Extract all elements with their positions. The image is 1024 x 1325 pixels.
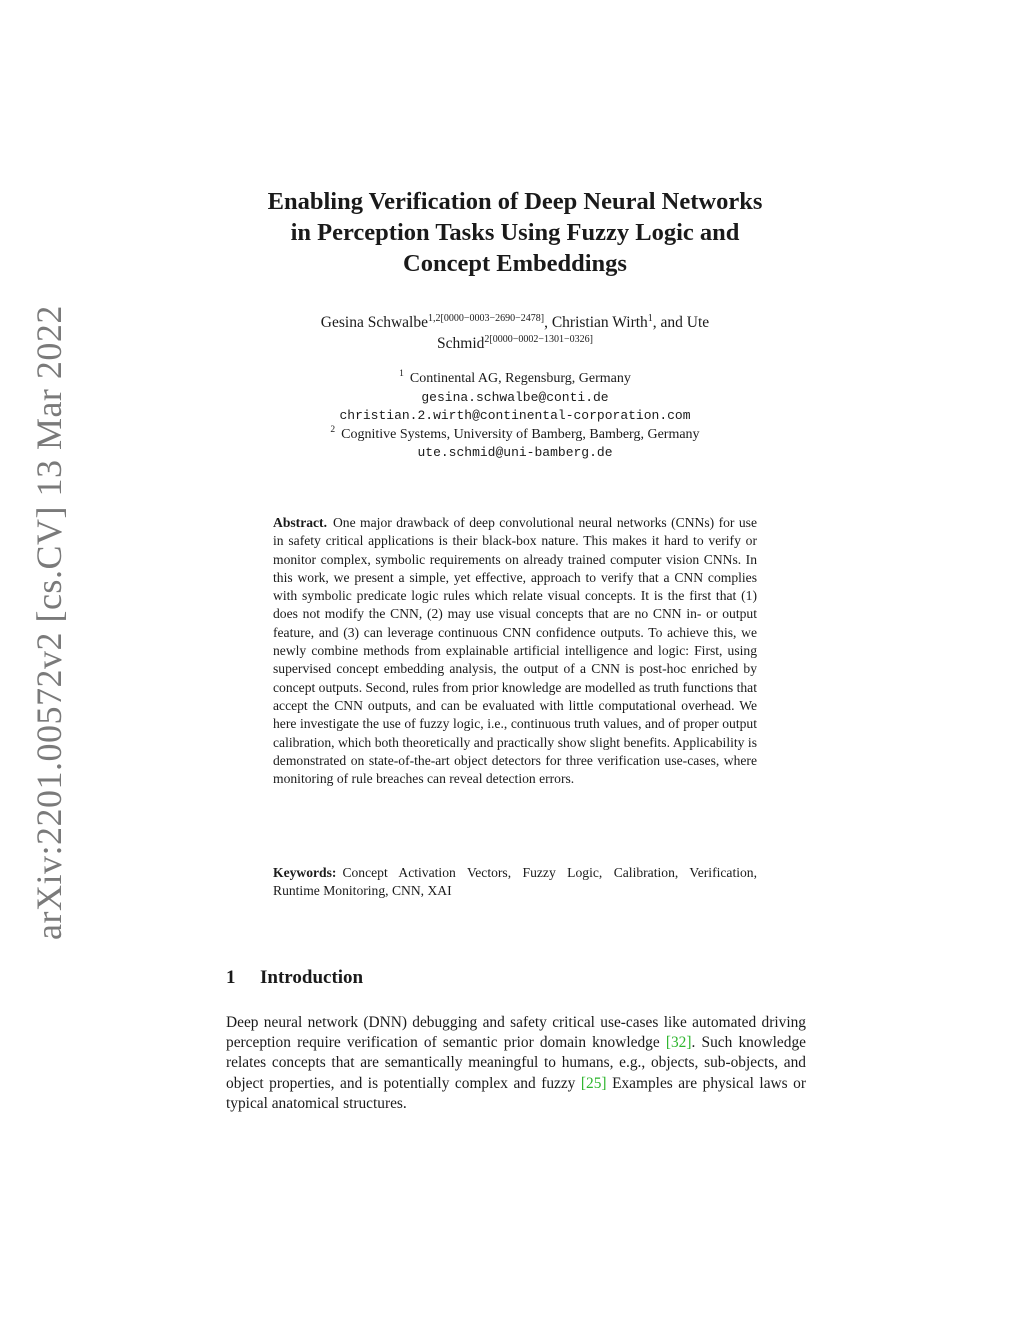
author-list xyxy=(230,312,800,354)
affiliation-2-text: Cognitive Systems, University of Bamberg, Bamberg, Germany xyxy=(341,426,700,442)
affiliation-1-text: Continental AG, Regensburg, Germany xyxy=(409,371,631,386)
author-line-1 xyxy=(230,312,800,333)
citation-link-32[interactable]: [32] xyxy=(665,1034,692,1052)
affiliation-1 xyxy=(230,370,800,389)
affiliation-1-number: 1 xyxy=(399,369,404,380)
keywords-text: Concept Activation Vectors, Fuzzy Logic, Calibration, Verification, Runtime Monitoring, CNN, XAI xyxy=(273,865,757,899)
introduction-paragraph xyxy=(226,1013,806,1114)
section-title-text: Introduction xyxy=(260,967,364,988)
author-name-schwalbe: Gesina Schwalbe xyxy=(320,314,428,331)
abstract-label: Abstract. xyxy=(273,515,327,530)
intro-text-3: Examples are physical laws or typical anatomical structures. xyxy=(226,1074,806,1112)
citation-link-25[interactable]: [25] xyxy=(580,1074,607,1092)
author-orcid-schwalbe: 1,2[0000−0003−2690−2478] xyxy=(427,312,545,324)
section-number: 1 xyxy=(226,967,236,988)
affiliation-2 xyxy=(230,426,800,445)
email-schmid: ute.schmid@uni-bamberg.de xyxy=(417,445,613,460)
keywords-label: Keywords: xyxy=(273,865,337,880)
title-line-1: Enabling Verification of Deep Neural Networks xyxy=(267,188,763,215)
title-line-3: Concept Embeddings xyxy=(403,250,627,277)
abstract xyxy=(273,514,757,788)
affiliation-2-number: 2 xyxy=(330,424,336,435)
arxiv-identifier-stamp: arXiv:2201.00572v2 [cs.CV] 13 Mar 2022 xyxy=(29,305,69,940)
affiliations xyxy=(230,370,800,463)
paper-title xyxy=(200,186,830,279)
author-separator: , and Ute xyxy=(652,314,710,331)
abstract-text: One major drawback of deep convolutional neural networks (CNNs) for use in safety critical applications is their black-box nature. This makes it hard to verify or monitor complex, symbolic requirements on already trained computer vision CNNs. In this work, we present a simple, yet effective, approach to verify that a CNN complies with symbolic predicate logic rules which relate visual concepts. It is the first that (1) does not modify the CNN, (2) may use visual concepts that are no CNN in- or output feature, and (3) can leverage continuous CNN confidence outputs. To achieve this, we newly combine methods from explainable artificial intelligence and logic: First, using supervised concept embedding analysis, the output of a CNN is post-hoc enriched by concept outputs. Second, rules from prior knowledge are modelled as truth functions that accept the CNN outputs, and can be evaluated with little computational overhead. We here investigate the use of fuzzy logic, i.e., continuous truth values, and of proper output calibration, which both theoretically and practically show slight benefits. Applicability is demonstrated on state-of-the-art object detectors for three verification use-cases, where monitoring of rule breaches can reveal detection errors. xyxy=(273,515,757,787)
author-orcid-schmid: 2[0000−0002−1301−0326] xyxy=(484,333,593,345)
author-name-schmid: Schmid xyxy=(437,335,485,352)
section-heading-introduction xyxy=(226,967,363,989)
author-name-wirth: , Christian Wirth xyxy=(544,314,648,331)
email-schwalbe: gesina.schwalbe@conti.de xyxy=(421,389,609,405)
author-line-2 xyxy=(230,333,800,354)
email-wirth: christian.2.wirth@continental-corporation.com xyxy=(339,408,691,423)
intro-text-1: Deep neural network (DNN) debugging and safety critical use-cases like automated driving perception require verification of semantic prior domain knowledge xyxy=(226,1014,806,1052)
title-line-2: in Perception Tasks Using Fuzzy Logic and xyxy=(290,219,740,246)
author-affil-wirth: 1 xyxy=(647,312,653,324)
keywords xyxy=(273,864,757,901)
intro-text-2: . Such knowledge relates concepts that are semantically meaningful to humans, e.g., objects, sub-objects, and object properties, and is potentially complex and fuzzy xyxy=(226,1034,806,1092)
